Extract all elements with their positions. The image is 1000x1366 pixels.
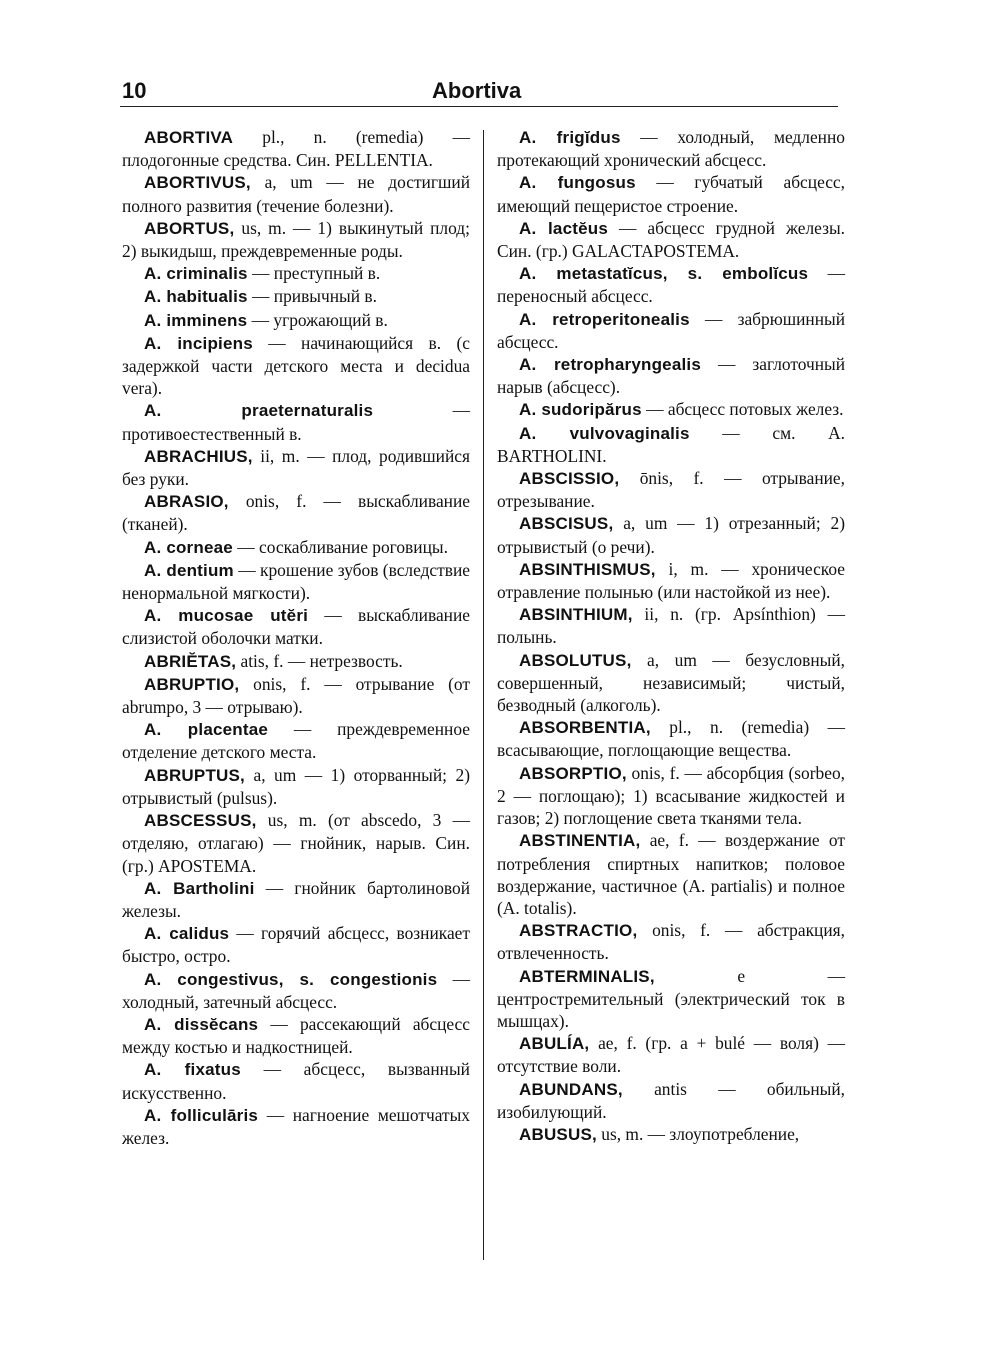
dictionary-entry bbox=[497, 171, 845, 216]
dictionary-entry bbox=[122, 650, 470, 673]
dictionary-entry bbox=[122, 126, 470, 171]
dictionary-entry bbox=[122, 718, 470, 763]
entry-headword: A. frigĭdus bbox=[519, 128, 621, 147]
dictionary-entry bbox=[497, 603, 845, 648]
dictionary-entry bbox=[122, 217, 470, 262]
left-column bbox=[122, 126, 470, 1149]
dictionary-entry bbox=[122, 673, 470, 718]
dictionary-entry bbox=[122, 922, 470, 967]
running-head: Abortiva bbox=[432, 78, 522, 103]
dictionary-entry bbox=[497, 262, 845, 307]
entry-headword: A. fungosus bbox=[519, 173, 636, 193]
entry-headword: ABUSUS, bbox=[519, 1124, 597, 1144]
dictionary-entry bbox=[497, 919, 845, 964]
entry-definition: us, m. — злоупотребление, bbox=[596, 1123, 800, 1144]
entry-definition: i, m. — хроническое отравление полынью (или настойкой из нее). bbox=[497, 558, 845, 603]
entry-headword: A. congestivus, s. congestionis bbox=[144, 969, 438, 989]
entry-headword: A. retropharyngealis bbox=[519, 355, 701, 375]
dictionary-entry bbox=[497, 422, 845, 467]
header-rule bbox=[120, 106, 838, 107]
entry-headword: ABSINTHIUM, bbox=[519, 605, 633, 625]
entry-headword: ABORTIVUS, bbox=[144, 173, 251, 193]
dictionary-entry bbox=[122, 1013, 470, 1058]
dictionary-entry bbox=[497, 353, 845, 398]
entry-definition: ōnis, f. — отрывание, отрезывание. bbox=[497, 468, 845, 512]
entry-headword: A. habitualis bbox=[144, 287, 248, 307]
entry-headword: A. dentium bbox=[144, 560, 234, 580]
entry-headword: A. dissĕcans bbox=[144, 1014, 259, 1034]
dictionary-entry bbox=[122, 809, 470, 877]
dictionary-entry bbox=[122, 764, 470, 809]
entry-definition: — заглоточный нарыв (абсцесс). bbox=[497, 354, 846, 398]
page-number: 10 bbox=[122, 78, 147, 103]
dictionary-entry bbox=[122, 490, 470, 535]
entry-definition: — преждевременное отделение детского места. bbox=[122, 719, 470, 763]
entry-definition: — противоестественный в. bbox=[122, 400, 470, 444]
entry-definition: onis, f. — выскабливание (тканей). bbox=[122, 491, 470, 535]
dictionary-entry bbox=[497, 217, 845, 262]
entry-definition: a, um — безусловный, совершенный, независимый; чистый, безводный (алкоголь). bbox=[497, 649, 845, 716]
entry-definition: — крошение зубов (вследствие ненормальной мягкости). bbox=[122, 559, 470, 604]
dictionary-entry bbox=[122, 1104, 470, 1149]
entry-definition: — абсцесс, вызванный искусственно. bbox=[122, 1059, 470, 1103]
entry-definition: ae, f. (гр. a + bulé — воля) — отсутствие воли. bbox=[497, 1033, 845, 1077]
dictionary-entry bbox=[122, 285, 470, 308]
entry-headword: ABSCISSIO, bbox=[519, 469, 620, 489]
dictionary-entry bbox=[497, 1032, 845, 1077]
entry-headword: A. vulvovaginalis bbox=[519, 423, 690, 443]
column-divider bbox=[483, 130, 484, 1260]
entry-definition: ae, f. — воздержание от потребления спиртных напитков; половое воздержание, частичное (A. partialis) и полное (A. totalis). bbox=[497, 830, 845, 918]
dictionary-entry bbox=[497, 649, 845, 717]
right-column bbox=[497, 126, 845, 1146]
entry-definition: ii, m. — плод, родившийся без руки. bbox=[122, 445, 470, 490]
dictionary-entry bbox=[122, 262, 470, 285]
entry-headword: ABRIĔTAS, bbox=[144, 651, 237, 671]
dictionary-entry bbox=[497, 762, 845, 830]
entry-headword: A. placentae bbox=[144, 720, 269, 740]
dictionary-entry bbox=[497, 965, 845, 1033]
dictionary-entry bbox=[497, 558, 845, 603]
entry-headword: ABRUPTIO, bbox=[144, 674, 240, 694]
entry-headword: ABSORBENTIA, bbox=[519, 718, 651, 738]
dictionary-entry bbox=[122, 536, 470, 559]
entry-headword: ABORTUS, bbox=[144, 218, 235, 238]
entry-headword: ABUNDANS, bbox=[519, 1079, 623, 1099]
dictionary-entry bbox=[497, 126, 845, 171]
entry-definition: onis, f. — абсорбция (sorbeo, 2 — поглощаю); 1) всасывание жидкостей и газов; 2) поглощение света тканями тела. bbox=[497, 762, 845, 829]
entry-headword: A. lactĕus bbox=[519, 218, 608, 238]
entry-definition: — привычный в. bbox=[247, 286, 377, 307]
entry-definition: — холодный, затечный абсцесс. bbox=[122, 968, 470, 1012]
entry-headword: ABSORPTIO, bbox=[519, 763, 627, 783]
entry-definition: — преступный в. bbox=[247, 263, 381, 284]
entry-definition: — холодный, медленно протекающий хронический абсцесс. bbox=[497, 127, 845, 171]
entry-headword: ABORTIVA bbox=[144, 128, 234, 147]
entry-definition: onis, f. — абстракция, отвлеченность. bbox=[497, 920, 845, 964]
entry-headword: ABSTINENTIA, bbox=[519, 831, 641, 851]
dictionary-entry bbox=[122, 399, 470, 444]
dictionary-entry bbox=[122, 559, 470, 604]
dictionary-entry bbox=[122, 332, 470, 400]
entry-headword: A. corneae bbox=[144, 537, 233, 557]
entry-headword: ABSINTHISMUS, bbox=[519, 559, 656, 579]
entry-definition: us, m. (от abscedo, 3 — отделяю, отлагаю) — гнойник, нарыв. Син. (гр.) APOSTEMA. bbox=[122, 810, 470, 876]
entry-definition: pl., n. (remedia) — плодогонные средства. Син. PELLENTIA. bbox=[122, 127, 470, 171]
dictionary-entry bbox=[122, 604, 470, 649]
dictionary-entry bbox=[122, 877, 470, 922]
dictionary-entry bbox=[122, 445, 470, 490]
entry-headword: A. incipiens bbox=[144, 333, 253, 353]
entry-headword: A. fixatus bbox=[144, 1060, 241, 1080]
entry-definition: — нагноение мешотчатых желез. bbox=[122, 1104, 470, 1148]
dictionary-entry bbox=[497, 1123, 845, 1146]
entry-definition: — губчатый абсцесс, имеющий пещеристое строение. bbox=[497, 172, 846, 216]
entry-headword: ABRASIO, bbox=[144, 492, 229, 512]
entry-definition: a, um — не достигший полного развития (течение болезни). bbox=[122, 172, 470, 216]
entry-headword: ABRACHIUS, bbox=[144, 446, 253, 466]
entry-definition: e — центростремительный (электрический ток в мышцах). bbox=[497, 965, 845, 1031]
entry-definition: — угрожающий в. bbox=[247, 309, 388, 330]
entry-headword: ABSCISUS, bbox=[519, 514, 614, 534]
entry-headword: A. criminalis bbox=[144, 264, 248, 284]
entry-headword: A. retroperitonealis bbox=[519, 309, 690, 329]
entry-headword: A. folliculāris bbox=[144, 1105, 259, 1125]
dictionary-entry bbox=[122, 309, 470, 332]
entry-headword: ABULÍA, bbox=[519, 1034, 590, 1054]
entry-headword: A. calidus bbox=[144, 924, 230, 944]
entry-headword: A. metastatĭcus, s. embolĭcus bbox=[519, 264, 809, 284]
entry-headword: ABTERMINALIS, bbox=[519, 966, 655, 986]
dictionary-entry bbox=[497, 398, 845, 421]
dictionary-entry bbox=[497, 512, 845, 557]
entry-definition: — рассекающий абсцесс между костью и надкостницей. bbox=[122, 1013, 470, 1058]
entry-headword: A. mucosae utĕri bbox=[144, 606, 309, 626]
entry-headword: A. Bartholini bbox=[144, 878, 255, 898]
entry-headword: A. praeternaturalis bbox=[144, 401, 374, 421]
entry-definition: antis — обильный, изобилующий. bbox=[497, 1078, 845, 1122]
entry-definition: — переносный абсцесс. bbox=[497, 263, 845, 307]
dictionary-entry bbox=[497, 467, 845, 512]
entry-definition: — начинающийся в. (с задержкой части детского места и decidua vera). bbox=[122, 332, 470, 399]
entry-definition: atis, f. — нетрезвость. bbox=[236, 650, 403, 671]
entry-headword: A. imminens bbox=[144, 310, 248, 330]
entry-headword: A. sudoripărus bbox=[519, 400, 642, 420]
dictionary-entry bbox=[122, 968, 470, 1013]
entry-definition: — соскабливание роговицы. bbox=[232, 536, 448, 557]
entry-definition: a, um — 1) оторванный; 2) отрывистый (pulsus). bbox=[122, 764, 470, 808]
entry-definition: — абсцесс грудной железы. Син. (гр.) GALACTAPOSTEMA. bbox=[497, 217, 845, 262]
dictionary-entry bbox=[497, 308, 845, 353]
entry-headword: ABRUPTUS, bbox=[144, 765, 245, 785]
entry-definition: ii, n. (гр. Apsínthion) — полынь. bbox=[497, 604, 845, 648]
dictionary-entry bbox=[497, 829, 845, 919]
entry-definition: — забрюшинный абсцесс. bbox=[497, 308, 846, 352]
dictionary-entry bbox=[497, 716, 845, 761]
entry-definition: — см. A. BARTHOLINI. bbox=[497, 422, 845, 466]
entry-headword: ABSCESSUS, bbox=[144, 811, 257, 831]
entry-definition: — гнойник бартолиновой железы. bbox=[122, 877, 471, 921]
dictionary-entry bbox=[122, 171, 470, 216]
entry-definition: a, um — 1) отрезанный; 2) отрывистый (о речи). bbox=[497, 513, 845, 557]
entry-definition: — выскабливание слизистой оболочки матки. bbox=[122, 605, 470, 649]
dictionary-entry bbox=[497, 1078, 845, 1123]
entry-definition: — абсцесс потовых желез. bbox=[641, 399, 844, 420]
entry-definition: pl., n. (remedia) — всасывающие, поглощающие вещества. bbox=[497, 717, 845, 761]
dictionary-entry bbox=[122, 1058, 470, 1103]
entry-headword: ABSOLUTUS, bbox=[519, 650, 632, 670]
entry-headword: ABSTRACTIO, bbox=[519, 921, 638, 941]
entry-definition: onis, f. — отрывание (от abrumpo, 3 — отрываю). bbox=[122, 673, 470, 718]
entry-definition: — горячий абсцесс, возникает быстро, остро. bbox=[122, 923, 470, 967]
entry-definition: us, m. — 1) выкинутый плод; 2) выкидыш, преждевременные роды. bbox=[122, 217, 470, 262]
